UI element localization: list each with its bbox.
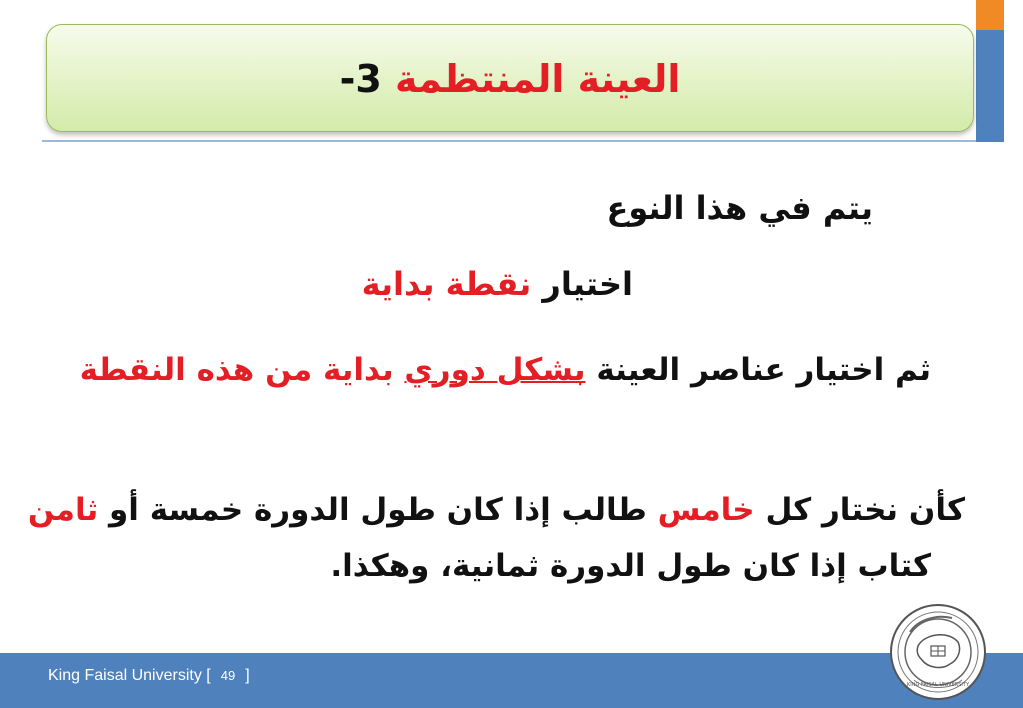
body-line-start-point: [362, 262, 633, 306]
accent-bar-orange: [976, 0, 1004, 30]
footer-bracket: ]: [245, 667, 250, 684]
example-word-fifth: خامس: [657, 492, 755, 528]
example-part2: طالب إذا كان طول الدورة خمسة أو: [109, 492, 647, 528]
periodic-prefix: ثم اختيار عناصر العينة: [596, 352, 931, 388]
example-word-eighth: ثامن: [27, 492, 99, 528]
example-line-2: كتاب إذا كان طول الدورة ثمانية، وهكذا.: [330, 548, 931, 584]
university-seal-icon: [888, 602, 988, 702]
periodic-suffix: بداية من هذه النقطة: [79, 352, 394, 388]
slide-title-box: [46, 24, 974, 132]
page-number: 49: [220, 668, 236, 683]
title-number: 3-: [339, 57, 382, 101]
start-point-highlight: نقطة بداية: [361, 265, 532, 303]
footer-text: [48, 667, 250, 685]
title-divider: [42, 140, 976, 142]
footer-bar: [0, 653, 1023, 708]
example-line-1: [28, 488, 965, 532]
accent-bar-blue: [976, 30, 1004, 142]
body-line-periodic: [80, 348, 931, 392]
seal-text: KING FAISAL UNIVERSITY: [906, 682, 970, 688]
slide-title: [47, 55, 973, 103]
title-text: العينة المنتظمة: [395, 57, 681, 101]
periodic-highlight: بشكل دوري: [404, 352, 586, 388]
start-point-prefix: اختيار: [542, 265, 633, 303]
example-part1: كأن نختار كل: [765, 492, 965, 528]
footer-university: King Faisal University [: [48, 667, 211, 684]
body-line-intro: يتم في هذا النوع: [606, 189, 873, 227]
